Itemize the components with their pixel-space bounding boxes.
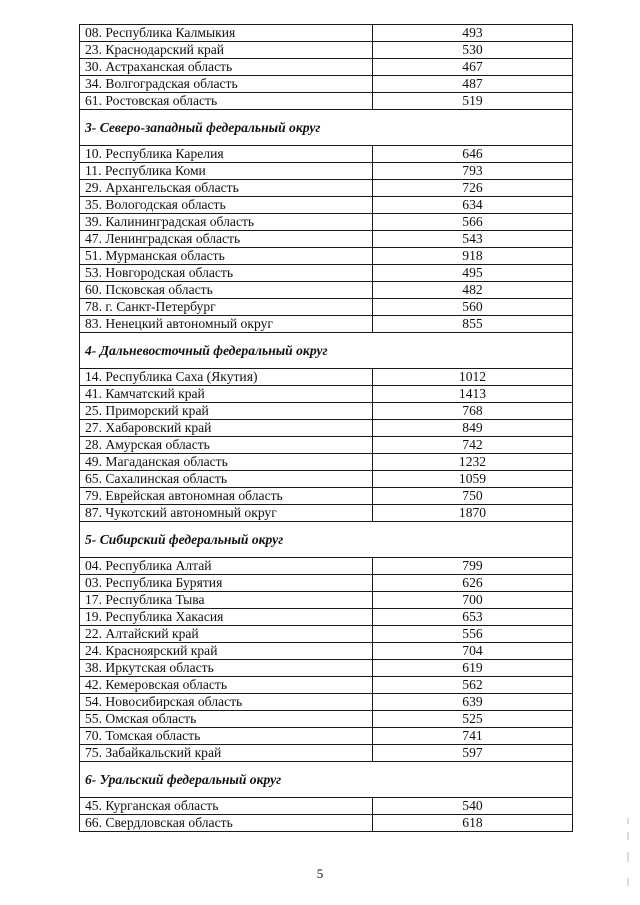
- region-name: 23. Краснодарский край: [80, 42, 373, 59]
- region-name: 87. Чукотский автономный округ: [80, 505, 373, 522]
- region-name: 79. Еврейская автономная область: [80, 488, 373, 505]
- region-name: 35. Вологодская область: [80, 197, 373, 214]
- table-row: [80, 677, 573, 694]
- region-name: 29. Архангельская область: [80, 180, 373, 197]
- region-name: 03. Республика Бурятия: [80, 575, 373, 592]
- table-row: [80, 454, 573, 471]
- region-name: 39. Калининградская область: [80, 214, 373, 231]
- table-row: [80, 231, 573, 248]
- table-row: [80, 420, 573, 437]
- regions-table: [79, 24, 573, 832]
- region-name: 42. Кемеровская область: [80, 677, 373, 694]
- table-row: [80, 643, 573, 660]
- table-row: [80, 316, 573, 333]
- region-value: 562: [373, 677, 573, 694]
- region-value: 495: [373, 265, 573, 282]
- region-name: 78. г. Санкт-Петербург: [80, 299, 373, 316]
- region-name: 61. Ростовская область: [80, 93, 373, 110]
- region-name: 47. Ленинградская область: [80, 231, 373, 248]
- table-row: [80, 299, 573, 316]
- region-name: 55. Омская область: [80, 711, 373, 728]
- region-value: 1232: [373, 454, 573, 471]
- region-name: 04. Республика Алтай: [80, 558, 373, 575]
- table-row: [80, 798, 573, 815]
- section-title: 4- Дальневосточный федеральный округ: [80, 333, 573, 369]
- section-header-row: [80, 110, 573, 146]
- region-value: 704: [373, 643, 573, 660]
- region-value: 618: [373, 815, 573, 832]
- region-value: 726: [373, 180, 573, 197]
- section-header-row: [80, 333, 573, 369]
- region-name: 24. Красноярский край: [80, 643, 373, 660]
- table-row: [80, 163, 573, 180]
- region-value: 519: [373, 93, 573, 110]
- region-value: 634: [373, 197, 573, 214]
- section-title: 5- Сибирский федеральный округ: [80, 522, 573, 558]
- region-value: 742: [373, 437, 573, 454]
- region-name: 28. Амурская область: [80, 437, 373, 454]
- region-value: 530: [373, 42, 573, 59]
- region-value: 855: [373, 316, 573, 333]
- page-number: 5: [316, 866, 324, 881]
- region-name: 08. Республика Калмыкия: [80, 25, 373, 42]
- region-value: 619: [373, 660, 573, 677]
- table-row: [80, 282, 573, 299]
- region-name: 14. Республика Саха (Якутия): [80, 369, 373, 386]
- table-row: [80, 488, 573, 505]
- region-name: 11. Республика Коми: [80, 163, 373, 180]
- table-row: [80, 471, 573, 488]
- region-name: 75. Забайкальский край: [80, 745, 373, 762]
- region-value: 639: [373, 694, 573, 711]
- region-name: 60. Псковская область: [80, 282, 373, 299]
- table-row: [80, 403, 573, 420]
- table-row: [80, 728, 573, 745]
- region-value: 700: [373, 592, 573, 609]
- region-value: 646: [373, 146, 573, 163]
- table-row: [80, 248, 573, 265]
- table-row: [80, 660, 573, 677]
- region-name: 45. Курганская область: [80, 798, 373, 815]
- region-name: 53. Новгородская область: [80, 265, 373, 282]
- section-header-row: [80, 762, 573, 798]
- region-name: 70. Томская область: [80, 728, 373, 745]
- region-value: 768: [373, 403, 573, 420]
- table-row: [80, 369, 573, 386]
- table-row: [80, 42, 573, 59]
- table-row: [80, 265, 573, 282]
- region-value: 849: [373, 420, 573, 437]
- region-value: 653: [373, 609, 573, 626]
- region-value: 566: [373, 214, 573, 231]
- table-row: [80, 626, 573, 643]
- table-row: [80, 25, 573, 42]
- region-name: 30. Астраханская область: [80, 59, 373, 76]
- region-value: 799: [373, 558, 573, 575]
- regions-table-body: [80, 25, 573, 832]
- region-name: 49. Магаданская область: [80, 454, 373, 471]
- table-row: [80, 197, 573, 214]
- region-name: 25. Приморский край: [80, 403, 373, 420]
- section-title: 6- Уральский федеральный округ: [80, 762, 573, 798]
- region-name: 65. Сахалинская область: [80, 471, 373, 488]
- table-row: [80, 592, 573, 609]
- table-row: [80, 76, 573, 93]
- region-value: 793: [373, 163, 573, 180]
- region-value: 597: [373, 745, 573, 762]
- region-value: 487: [373, 76, 573, 93]
- region-value: 543: [373, 231, 573, 248]
- region-value: 467: [373, 59, 573, 76]
- table-row: [80, 609, 573, 626]
- region-name: 19. Республика Хакасия: [80, 609, 373, 626]
- region-name: 27. Хабаровский край: [80, 420, 373, 437]
- table-row: [80, 146, 573, 163]
- region-value: 482: [373, 282, 573, 299]
- table-row: [80, 745, 573, 762]
- table-row: [80, 214, 573, 231]
- table-row: [80, 815, 573, 832]
- region-value: 525: [373, 711, 573, 728]
- region-name: 38. Иркутская область: [80, 660, 373, 677]
- section-title: 3- Северо-западный федеральный округ: [80, 110, 573, 146]
- table-row: [80, 694, 573, 711]
- region-value: 1012: [373, 369, 573, 386]
- scan-edge-marks: [626, 818, 630, 898]
- region-name: 10. Республика Карелия: [80, 146, 373, 163]
- table-row: [80, 575, 573, 592]
- region-value: 1059: [373, 471, 573, 488]
- region-value: 741: [373, 728, 573, 745]
- region-value: 493: [373, 25, 573, 42]
- region-value: 540: [373, 798, 573, 815]
- region-value: 560: [373, 299, 573, 316]
- region-name: 22. Алтайский край: [80, 626, 373, 643]
- table-row: [80, 93, 573, 110]
- region-value: 1870: [373, 505, 573, 522]
- table-row: [80, 437, 573, 454]
- region-value: 750: [373, 488, 573, 505]
- section-header-row: [80, 522, 573, 558]
- table-row: [80, 59, 573, 76]
- table-row: [80, 386, 573, 403]
- region-name: 54. Новосибирская область: [80, 694, 373, 711]
- table-row: [80, 711, 573, 728]
- region-value: 1413: [373, 386, 573, 403]
- region-name: 34. Волгоградская область: [80, 76, 373, 93]
- region-value: 918: [373, 248, 573, 265]
- region-value: 556: [373, 626, 573, 643]
- table-row: [80, 505, 573, 522]
- table-row: [80, 558, 573, 575]
- region-name: 17. Республика Тыва: [80, 592, 373, 609]
- region-name: 51. Мурманская область: [80, 248, 373, 265]
- region-value: 626: [373, 575, 573, 592]
- region-name: 66. Свердловская область: [80, 815, 373, 832]
- region-name: 41. Камчатский край: [80, 386, 373, 403]
- table-row: [80, 180, 573, 197]
- region-name: 83. Ненецкий автономный округ: [80, 316, 373, 333]
